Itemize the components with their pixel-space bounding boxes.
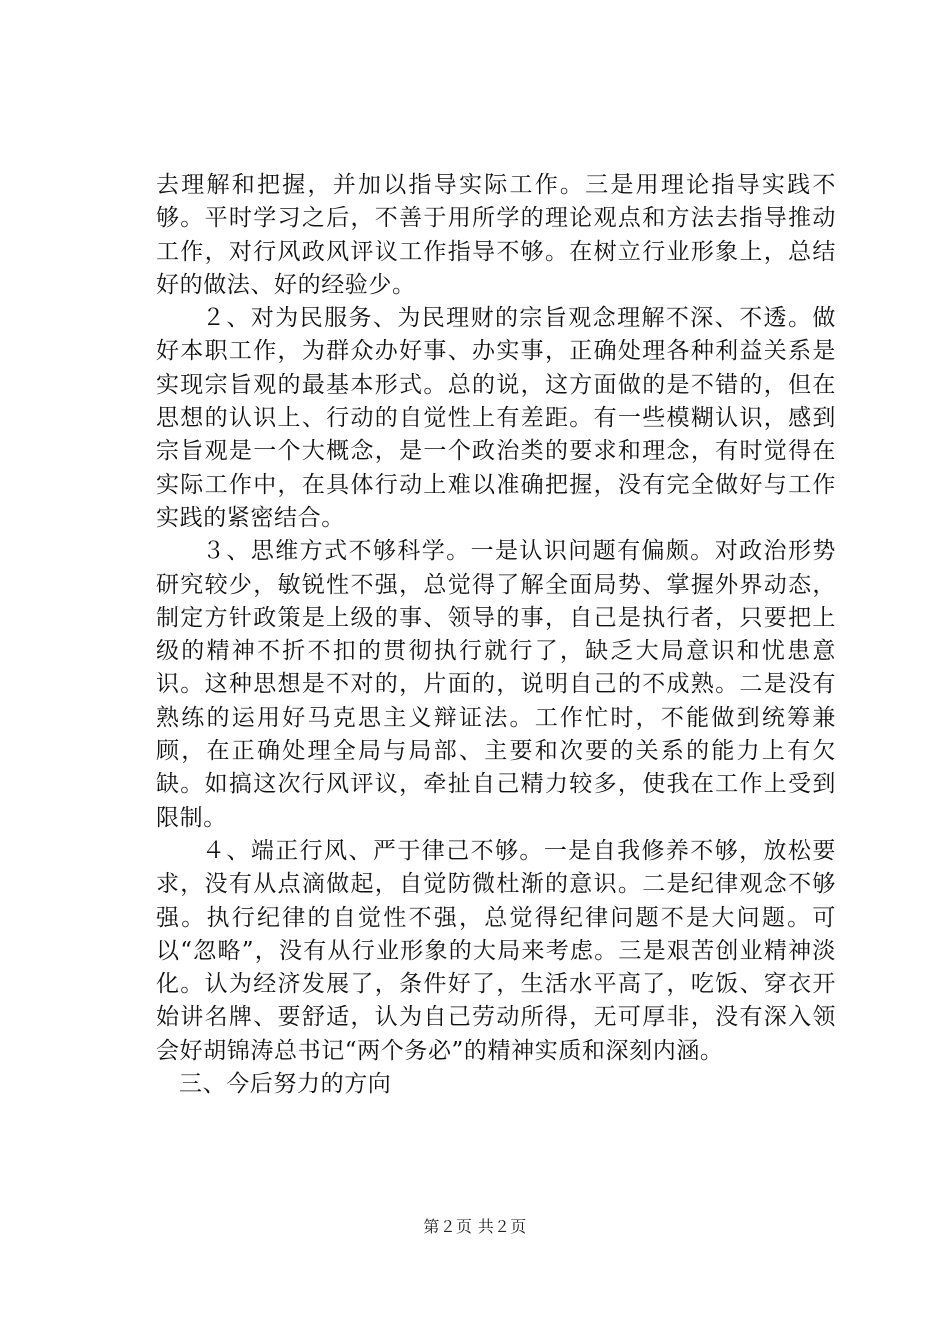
page-number-footer: 第２页 共２页 — [423, 1217, 527, 1236]
paragraph-item-4: ４、端正行风、严于律己不够。一是自我修养不够，放松要求，没有从点滴做起，自觉防微杜渐的意识。二是纪律观念不够强。执行纪律的自觉性不强，总觉得纪律问题不是大问题。可以“忽略”，没有从行业形象的大局来考虑。三是艰苦创业精神淡化。认为经济发展了，条件好了，生活水平高了，吃饭、穿衣开始讲名牌、要舒适，认为自己劳动所得，无可厚非，没有深入领会好胡锦涛总书记“两个务必”的精神实质和深刻内涵。 — [156, 837, 836, 1064]
paragraph-item-2: ２、对为民服务、为民理财的宗旨观念理解不深、不透。做好本职工作，为群众办好事、办实事，正确处理各种利益关系是实现宗旨观的最基本形式。总的说，这方面做的是不错的，但在思想的认识上、行动的自觉性上有差距。有一些模糊认识，感到宗旨观是一个大概念，是一个政治类的要求和理念，有时觉得在实际工作中，在具体行动上难以准确把握，没有完全做好与工作实践的紧密结合。 — [156, 305, 836, 531]
paragraph-item-3: ３、思维方式不够科学。一是认识问题有偏颇。对政治形势研究较少，敏锐性不强，总觉得了解全面局势、掌握外界动态，制定方针政策是上级的事、领导的事，自己是执行者，只要把上级的精神不折不扣的贯彻执行就行了，缺乏大局意识和忧患意识。这种思想是不对的，片面的，说明自己的不成熟。二是没有熟练的运用好马克思主义辩证法。工作忙时，不能做到统筹兼顾，在正确处理全局与局部、主要和次要的关系的能力上有欠缺。如搞这次行风评议，牵扯自己精力较多，使我在工作上受到限制。 — [156, 538, 836, 831]
document-body — [156, 169, 836, 1101]
paragraph-continuation: 去理解和把握，并加以指导实际工作。三是用理论指导实践不够。平时学习之后，不善于用所学的理论观点和方法去指导推动工作，对行风政风评议工作指导不够。在树立行业形象上，总结好的做法、好的经验少。 — [156, 172, 836, 298]
section-heading-3: 三、今后努力的方向 — [179, 1071, 392, 1098]
